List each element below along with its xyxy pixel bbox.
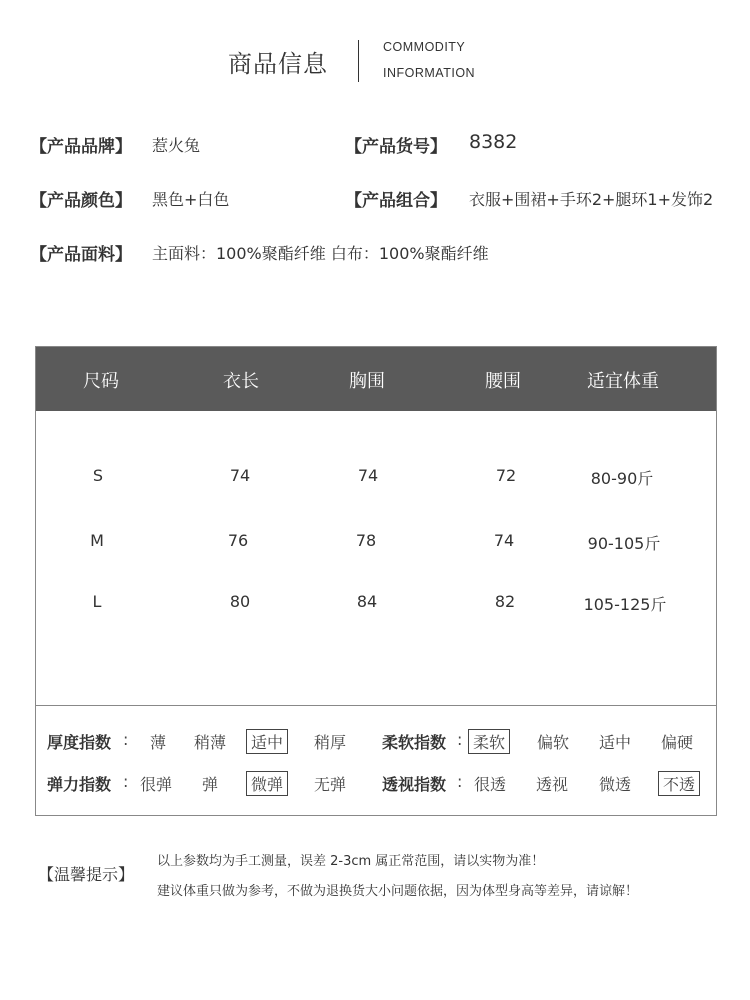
color-value: 黑色+白色 [152,190,230,209]
size-table-header [36,347,716,411]
table-cell: 90-105斤 [587,534,661,553]
header-chest: 胸围 [349,371,385,392]
table-cell: S [92,466,104,485]
table-cell: 76 [227,531,249,550]
elasticity-label: 弹力指数 [47,775,112,794]
elasticity-option: 很弹 [140,775,173,794]
size-table [35,346,717,816]
transparency-option: 微透 [599,775,632,794]
thickness-option: 薄 [150,733,167,752]
header-length: 衣长 [223,371,259,392]
table-cell: 80-90斤 [590,469,654,488]
tips-line-1: 以上参数均为手工测量，误差 2-3cm 属正常范围，请以实物为准！ [157,854,545,869]
softness-colon: : [457,730,463,749]
header-weight: 适宜体重 [587,371,659,392]
transparency-option-selected: 不透 [658,771,700,796]
table-cell: 80 [229,592,251,611]
table-cell: 82 [494,592,516,611]
brand-value: 惹火兔 [152,136,201,155]
header-waist: 腰围 [485,371,521,392]
transparency-colon: : [457,772,463,791]
tips-label: 【温馨提示】 [38,865,135,884]
table-cell: 74 [229,466,251,485]
table-cell: 78 [355,531,377,550]
table-cell: 74 [357,466,379,485]
table-cell: 84 [356,592,378,611]
table-cell: 72 [495,466,517,485]
header-size: 尺码 [83,371,119,392]
transparency-option: 透视 [536,775,569,794]
elasticity-option: 弹 [202,775,219,794]
table-divider [36,705,716,706]
fabric-label: 【产品面料】 [30,245,132,265]
softness-option: 适中 [599,733,632,752]
item-no-value: 8382 [469,131,518,153]
color-label: 【产品颜色】 [30,191,132,211]
combo-label: 【产品组合】 [345,191,447,211]
softness-option: 偏软 [537,733,570,752]
thickness-option: 稍薄 [194,733,227,752]
thickness-colon: : [123,730,129,749]
thickness-option: 稍厚 [314,733,347,752]
tips-line-2: 建议体重只做为参考，不做为退换货大小问题依据，因为体型身高等差异，请谅解！ [157,884,639,899]
softness-label: 柔软指数 [382,733,447,752]
item-no-label: 【产品货号】 [345,137,447,157]
brand-label: 【产品品牌】 [30,137,132,157]
elasticity-colon: : [123,772,129,791]
transparency-option: 很透 [474,775,507,794]
softness-option-selected: 柔软 [468,729,510,754]
thickness-option-selected: 适中 [246,729,288,754]
section-title-en-line1: COMMODITY [383,40,466,54]
transparency-label: 透视指数 [382,775,447,794]
elasticity-option-selected: 微弹 [246,771,288,796]
header-divider [358,40,359,82]
table-cell: 105-125斤 [583,595,667,614]
thickness-label: 厚度指数 [47,733,112,752]
softness-option: 偏硬 [661,733,694,752]
combo-value: 衣服+围裙+手环2+腿环1+发饰2 [469,190,714,209]
table-cell: M [90,531,104,550]
table-cell: L [92,592,102,611]
table-cell: 74 [493,531,515,550]
section-title-en-line2: INFORMATION [383,66,476,80]
section-title-cn: 商品信息 [228,50,328,78]
elasticity-option: 无弹 [314,775,347,794]
fabric-value: 主面料：100%聚酯纤维 白布：100%聚酯纤维 [152,244,489,263]
